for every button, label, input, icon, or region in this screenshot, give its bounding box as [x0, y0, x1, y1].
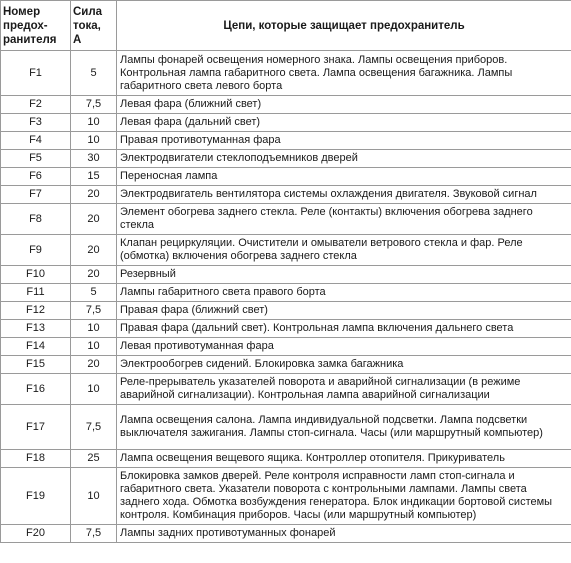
- fuse-number-cell: F9: [1, 235, 71, 266]
- circuits-cell: Левая противотуманная фара: [117, 338, 571, 356]
- table-row: [1, 468, 571, 525]
- current-cell: 10: [71, 338, 117, 356]
- fuse-number-cell: F6: [1, 168, 71, 186]
- circuits-cell: Элемент обогрева заднего стекла. Реле (контакты) включения обогрева заднего стекла: [117, 204, 571, 235]
- table-row: [1, 186, 571, 204]
- fuse-number-cell: F8: [1, 204, 71, 235]
- table-row: [1, 114, 571, 132]
- fuse-number-cell: F5: [1, 150, 71, 168]
- table-row: [1, 525, 571, 543]
- circuits-cell: Реле-прерыватель указателей поворота и аварийной сигнализации (в режиме аварийной сигнализации). Контрольная лампа аварийной сигнализации: [117, 374, 571, 405]
- current-cell: 10: [71, 114, 117, 132]
- table-row: [1, 132, 571, 150]
- fuse-number-cell: F13: [1, 320, 71, 338]
- circuits-cell: Лампы фонарей освещения номерного знака. Лампы освещения приборов. Контрольная лампа габаритного света. Лампа освещения багажника. Лампы габаритного света левого борта: [117, 51, 571, 96]
- fuse-number-cell: F17: [1, 405, 71, 450]
- circuits-cell: Переносная лампа: [117, 168, 571, 186]
- table-row: [1, 405, 571, 450]
- circuits-cell: Блокировка замков дверей. Реле контроля исправности ламп стоп-сигнала и габаритного света. Указатели поворота с контрольными лампами. Лампы света заднего хода. Обмотка возбуждения генератора. Блок индикации бортовой системы контроля. Комбинация приборов. Часы (или маршрутный компьютер): [117, 468, 571, 525]
- fuse-number-cell: F10: [1, 266, 71, 284]
- table-row: [1, 450, 571, 468]
- circuits-cell: Лампа освещения салона. Лампа индивидуальной подсветки. Лампа подсветки выключателя зажигания. Лампы стоп-сигнала. Часы (или маршрутный компьютер): [117, 405, 571, 450]
- circuits-cell: Левая фара (дальний свет): [117, 114, 571, 132]
- current-cell: 25: [71, 450, 117, 468]
- current-cell: 20: [71, 186, 117, 204]
- current-cell: 20: [71, 204, 117, 235]
- fuse-number-cell: F1: [1, 51, 71, 96]
- table-row: [1, 284, 571, 302]
- header-circuits: Цепи, которые защищает предохранитель: [117, 1, 571, 51]
- current-cell: 10: [71, 468, 117, 525]
- fuse-number-cell: F3: [1, 114, 71, 132]
- current-cell: 7,5: [71, 405, 117, 450]
- table-row: [1, 204, 571, 235]
- fuse-number-cell: F19: [1, 468, 71, 525]
- table-row: [1, 266, 571, 284]
- fuse-number-cell: F18: [1, 450, 71, 468]
- current-cell: 7,5: [71, 96, 117, 114]
- current-cell: 5: [71, 284, 117, 302]
- current-cell: 7,5: [71, 525, 117, 543]
- circuits-cell: Правая фара (дальний свет). Контрольная лампа включения дальнего света: [117, 320, 571, 338]
- table-row: [1, 302, 571, 320]
- current-cell: 30: [71, 150, 117, 168]
- table-row: [1, 168, 571, 186]
- table-row: [1, 374, 571, 405]
- current-cell: 7,5: [71, 302, 117, 320]
- circuits-cell: Лампы задних противотуманных фонарей: [117, 525, 571, 543]
- current-cell: 5: [71, 51, 117, 96]
- current-cell: 15: [71, 168, 117, 186]
- fuse-number-cell: F4: [1, 132, 71, 150]
- header-current: Сила тока, А: [71, 1, 117, 51]
- fuse-number-cell: F11: [1, 284, 71, 302]
- current-cell: 10: [71, 320, 117, 338]
- fuse-number-cell: F20: [1, 525, 71, 543]
- fuse-number-cell: F2: [1, 96, 71, 114]
- current-cell: 10: [71, 132, 117, 150]
- current-cell: 10: [71, 374, 117, 405]
- circuits-cell: Электродвигатели стеклоподъемников дверей: [117, 150, 571, 168]
- table-row: [1, 96, 571, 114]
- fuse-number-cell: F7: [1, 186, 71, 204]
- table-header-row: [1, 1, 571, 51]
- fuse-table-body: [1, 51, 571, 543]
- current-cell: 20: [71, 266, 117, 284]
- circuits-cell: Левая фара (ближний свет): [117, 96, 571, 114]
- circuits-cell: Лампа освещения вещевого ящика. Контроллер отопителя. Прикуриватель: [117, 450, 571, 468]
- circuits-cell: Лампы габаритного света правого борта: [117, 284, 571, 302]
- fuse-number-cell: F16: [1, 374, 71, 405]
- circuits-cell: Правая фара (ближний свет): [117, 302, 571, 320]
- circuits-cell: Правая противотуманная фара: [117, 132, 571, 150]
- circuits-cell: Клапан рециркуляции. Очистители и омыватели ветрового стекла и фар. Реле (обмотка) включения обогрева заднего стекла: [117, 235, 571, 266]
- header-fuse-number: Номер предох- ранителя: [1, 1, 71, 51]
- circuits-cell: Электрообогрев сидений. Блокировка замка багажника: [117, 356, 571, 374]
- fuse-number-cell: F12: [1, 302, 71, 320]
- circuits-cell: Электродвигатель вентилятора системы охлаждения двигателя. Звуковой сигнал: [117, 186, 571, 204]
- fuse-number-cell: F15: [1, 356, 71, 374]
- table-row: [1, 150, 571, 168]
- current-cell: 20: [71, 235, 117, 266]
- table-row: [1, 338, 571, 356]
- table-row: [1, 356, 571, 374]
- table-row: [1, 235, 571, 266]
- circuits-cell: Резервный: [117, 266, 571, 284]
- table-row: [1, 320, 571, 338]
- table-row: [1, 51, 571, 96]
- current-cell: 20: [71, 356, 117, 374]
- fuse-number-cell: F14: [1, 338, 71, 356]
